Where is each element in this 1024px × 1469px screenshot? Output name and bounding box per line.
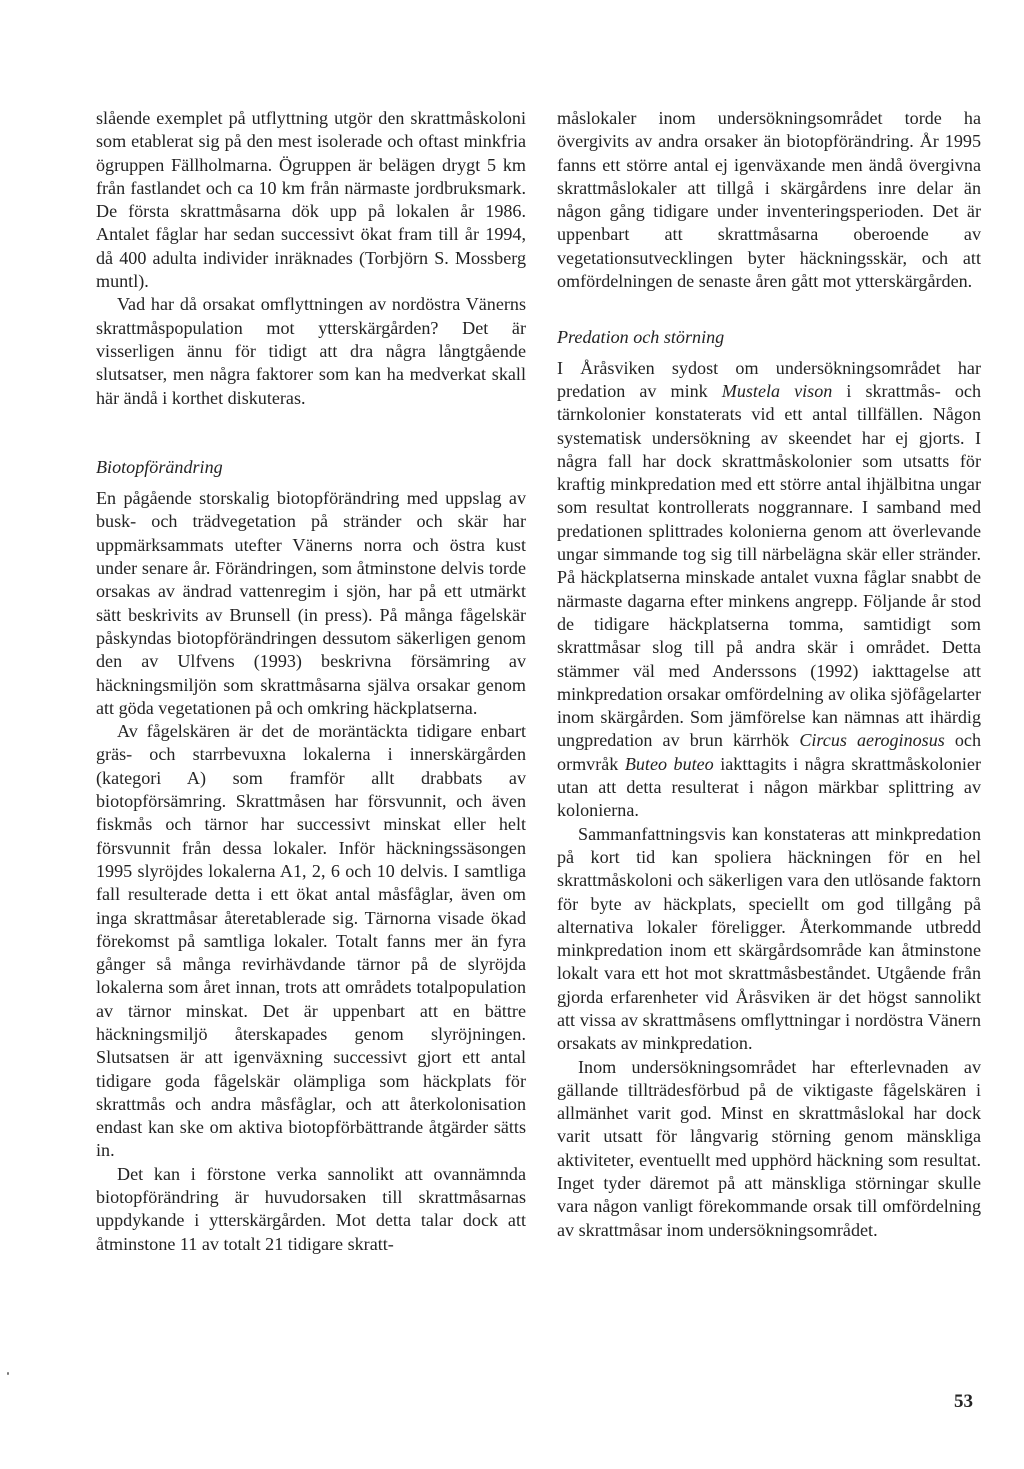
left-paragraph-1: slående exemplet på utflyttning utgör den skrattmåskoloni som etablerat sig på den mest isolerade och oftast minkfria ögruppen Fällholmarna. Ögruppen är belägen drygt 5 km från fastlandet och ca 10 km från närmaste jordbruksmark. De första skrattmåsarna dök upp på lokalen år 1986. Antalet fåglar har sedan successivt ökat fram till år 1994, då 400 adulta individer inräknades (Torbjörn S. Mossberg muntl). (96, 108, 526, 292)
left-paragraph-4: Av fågelskären är det de moräntäckta tidigare enbart gräs- och starrbevuxna lokalerna i innerskärgården (kategori A) som framför allt drabbats av biotopförsämring. Skrattmåsen har försvunnit, och även fiskmås och tärnor har successivt minskat eller helt försvunnit från dessa lokaler. Inför häckningssäsongen 1995 slyröjdes lokalerna A1, 2, 6 och 10 delvis. I samtliga fall resulterade detta i ett ökat antal måsfåglar, även om inga skrattmåsar återetablerade sig. Tärnorna visade ökad förekomst på samtliga lokaler. Totalt fanns mer än fyra gånger så många revirhävdande tärnor på de slyröjda lokalerna som året innan, trots att områdets totalpopulation av tärnor minskat. Det är uppenbart att en bättre häckningsmiljö återskapades genom slyröjningen. Slutsatsen är att igenväxning successivt gjort ett antal tidigare goda fågelskär olämpliga som häckplats för skrattmås och andra måsfåglar, och att återkolonisation endast kan ske om aktiva biotopförbättrande åtgärder sätts in. (96, 721, 526, 1161)
left-paragraph-2: Vad har då orsakat omflyttningen av nordöstra Vänerns skrattmåspopulation mot ytterskärgården? Det är visserligen ännu för tidigt att dra några långtgående slutsatser, men några faktorer som kan ha medverkat skall här ändå i korthet diskuteras. (96, 294, 526, 408)
right-paragraph-2-part-2: i skrattmås- och tärnkolonier konstaterats vid ett antal tillfällen. Någon systematisk undersökning av skeendet har ej gjorts. I några fall har dock skrattmåskolonier som utsatts för kraftig minkpredation med ett större antal ihjälbitna ungar som resultat kontrollerats noggrannare. I samband med predationen splittrades kolonierna genom att överlevande ungar simmande tog sig till närbelägna skär eller stränder. På häckplatserna minskade antalet vuxna fåglar snabbt de närmaste dagarna efter minkens angrepp. Följande år stod de tidigare häckplatserna tomma, samtidigt som skrattmåsar slog till på andra skär i området. Detta stämmer väl med Anderssons (1992) iakttagelse att minkpredation orsakar omfördelning av olika sjöfågelarter inom skärgården. Som jämförelse kan nämnas att ihärdig ungpredation av brun kärrhök (557, 380, 981, 751)
right-paragraph-3: Sammanfattningsvis kan konstateras att minkpredation på kort tid kan spoliera häckningen för en hel skrattmåskoloni och säkerligen vara den utlösande faktorn för byte av häckplats, speciellt om god tillgång på alternativa lokaler föreligger. Återkommande utbredd minkpredation inom ett skärgårdsområde kan åtminstone lokalt vara ett hot mot skrattmåsbeståndet. Utgående från gjorda erfarenheter vid Åråsviken är det högst sannolikt att vissa av skrattmåsens omflyttningar i nordöstra Vänern orsakats av minkpredation. (557, 823, 981, 1054)
right-paragraph-2-part-3: och ormvråk (557, 730, 982, 774)
scan-speck (7, 1372, 9, 1375)
section-heading-biotopforandring: Biotopförändring (96, 456, 223, 477)
section-heading-predation: Predation och störning (557, 327, 725, 348)
species-name-mink: Mustela vison (721, 380, 833, 401)
right-paragraph-2 (557, 357, 981, 823)
species-name-buzzard: Buteo buteo (624, 753, 714, 774)
left-paragraph-5: Det kan i förstone verka sannolikt att ovannämnda biotopförändring är huvudorsaken till skrattmåsarnas uppdykande i ytterskärgården. Mot detta talar dock att åtminstone 11 av totalt 21 tidigare skratt- (96, 1163, 526, 1254)
right-paragraph-1: måslokaler inom undersökningsområdet torde ha övergivits av andra orsaker än biotopförändring. År 1995 fanns ett större antal ej igenväxande men ändå övergivna skrattmåslokaler att tillgå i skärgårdens inre delar än någon gång tidigare under inventeringsperioden. Det är uppenbart att skrattmåsarna oberoende av vegetationsutvecklingen byter häckningsskär, och att omfördelningen de senaste åren gått mot ytterskärgården. (557, 108, 981, 292)
left-paragraph-3: En pågående storskalig biotopförändring med uppslag av busk- och trädvegetation på stränder och skär har uppmärksammats utefter Vänerns norra och östra kust under senare år. Förändringen, som åtminstone delvis torde orsakas av ändrad vattenregim i sjön, har på ett utmärkt sätt beskrivits av Brunsell (in press). På många fågelskär påskyndas biotopförändringen dessutom säkerligen genom den av Ulfvens (1993) beskrivna försämring av häckningsmiljön som skrattmåsarna själva orsakar genom att göda vegetationen på och omkring häckplatserna. (96, 488, 526, 718)
right-paragraph-2-part-1: I Åråsviken sydost om undersökningsområdet har predation av mink (557, 357, 981, 401)
right-paragraph-4: Inom undersökningsområdet har efterlevnaden av gällande tillträdesförbud på de viktigaste fågelskären i allmänhet varit god. Minst en skrattmåslokal har dock varit utsatt för långvarig störning genom mänskliga aktiviteter, eventuellt med upphörd häckning som resultat. Inget tyder däremot på att mänskliga störningar skulle vara någon vanligt förekommande orsak till omfördelning av skrattmåsar inom undersökningsområdet. (557, 1056, 981, 1240)
left-column (96, 107, 526, 1256)
right-column (557, 107, 981, 1242)
species-name-harrier: Circus aeroginosus (799, 730, 945, 751)
page-number: 53 (954, 1391, 973, 1412)
right-paragraph-2-part-4: iakttagits i några skrattmåskolonier utan att detta resulterat i någon märkbar splittring av kolonierna. (557, 753, 981, 821)
